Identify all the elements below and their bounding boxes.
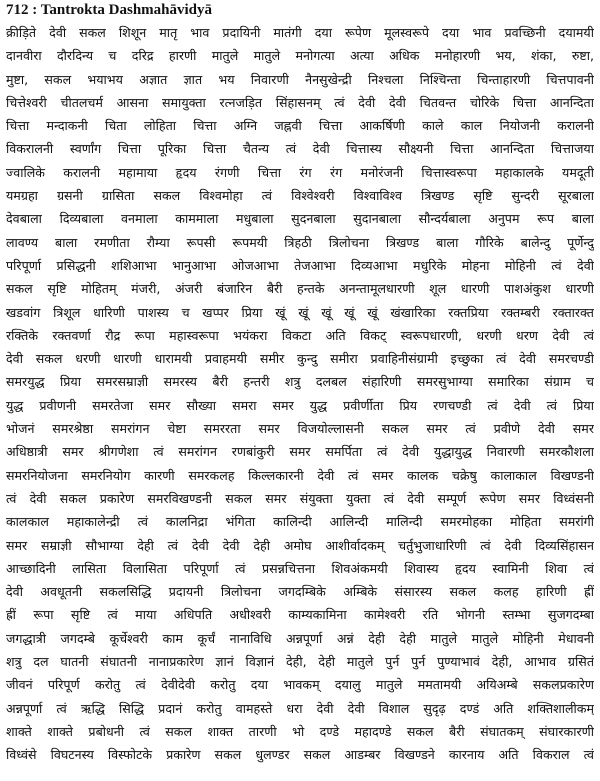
text-line: दानवीरा दौरदिन्य च दरिद्र हारणी मातुले मातुले मनोगत्या अत्या अधिक मनोहारणी भय, शंका, रुष्टा, [6, 48, 594, 64]
text-line: जीवनं परिपूर्ण करोतु त्वं देवीदेवी करोतु दया भावकम् दयालु मातुले ममतामयी अयिअम्बे सकलप्रकारेण [6, 677, 594, 693]
running-head: 712 : Tantrokta Dashmahāvidyā [6, 2, 213, 18]
text-line: परिपूर्णा प्रसिद्धनी शशिआभा भानुआभा ओजआभा तेजआभा दिव्यआभा मधुरिके मोहना मोहिनी त्वं देवी [6, 257, 594, 273]
text-line: विध्वंसे विघटनस्य विस्फोटके प्रकारेण सकल धुलण्डर सकल आडम्बर विखण्डने कारनाय अति विकराल त्वं [6, 747, 594, 763]
text-line: भोजनं समरश्रेष्ठा समरांगन चेष्टा समररता समर विजयोल्लासनी सकल समर त्वं प्रवीणे देवी समर [6, 421, 594, 437]
text-line: लावण्य बाला रमणीता रौम्या रूपसी रूपमयी त्रिहठी त्रिलोचना त्रिखण्ड बाला गौरिके बालेन्दु पूर्णेन्दु [6, 234, 594, 250]
text-line: शत्रु दल घातनी संघातनी नानाप्रकारेण ज्ञानं विज्ञानं देही, देही मातुले पुर्न पुर्न पुण्याभावं देही, आभाव ग्रसितं [6, 654, 594, 670]
text-line: ज्वालिके करालनी महामाया हृदय रंगणी चित्ता रंग रंग मनोरंजनी चित्तास्वरूपा महाकालके यमदूती [6, 164, 594, 180]
text-line: अधिष्ठात्री समर श्रीगणेशा त्वं समरांगन रणबांकुरी समर समर्पिता त्वं देवी युद्धायुद्ध निवारणी समरकौशला [6, 444, 594, 460]
text-line: समरनियोजना समरनियोग कारणी समरकलह किल्लकारनी देवी त्वं समर कालक चक्रेषु कालाकाल विखण्डनी [6, 467, 594, 483]
text-line: ह्रीं रूपा सृष्टि त्वं माया अधिपति अधीश्वरी काम्यकामिना कामेश्वरी रति भोगनी स्तम्भा सुजगदम्बा [6, 607, 594, 623]
text-line: मुष्टा, सकल भयाभय अज्ञात ज्ञात भय निवारणी नैनसुखेन्द्री निश्चला निश्चिन्ता चिन्ताहारणी चित्तपावनी [6, 71, 594, 87]
text-line: कालकाल महाकालेन्द्री त्वं कालनिद्रा भंगिता कालिन्दी आलिन्दी मालिन्दी समरमोहका मोहिता समरांगी [6, 514, 594, 530]
text-line: समरयुद्ध प्रिया समरसम्राज्ञी समरस्य बैरी हन्तरी शत्रु दलबल संहारिणी समरसुभाग्या समारिका संग्राम च [6, 374, 594, 390]
text-line: देवी अवधूतनी सकलसिद्धि प्रदायनी त्रिलोचना जगदम्बिके अम्बिके संसारस्य सकल कलह हारिणी ह्रीं [6, 584, 594, 600]
text-line: रक्तिके रक्तवर्णा रौद्र रूपा महास्वरूपा भयंकरा विकटा अति विकट् स्वरूपधारणी, धरणी धरण देवी त्वं [6, 327, 594, 343]
text-line: विकरालनी स्वर्णांग चित्ता पूरिका चित्ता चैतन्य त्वं देवी चित्तास्य सौक्ष्यनी चित्ता आनन्दिता चित्ताजया [6, 141, 594, 157]
text-line: अन्नपूर्णा त्वं ऋद्धि सिद्धि प्रदानं करोतु वामहस्ते धरा देवी देवी विशाल सुदृढ़ दण्डं अति शक्तिशालीकम् [6, 700, 594, 716]
text-line: चित्ता मन्दाकनी चिता लोहिता चित्ता अग्नि जह्नवी चित्ता आकर्षिणी काले काल नियोजनी करालनी [6, 118, 594, 134]
text-line: चित्तेश्वरी चीतलचर्म आसना समायुक्ता रत्नजड़ित सिंहासनम् त्वं देवी देवी चितवन्त चोरिके चित्ता आनन्दिता [6, 94, 594, 110]
text-line: युद्ध प्रवीणनी समरतेजा समर सौख्या समरा समर युद्ध प्रवीर्णीता प्रिय रणचण्डी त्वं देवी त्वं प्रिया [6, 397, 594, 413]
text-line: शाक्ते शाक्ते प्रबोधनी त्वं सकल शाक्त तारणी भो दण्डे महादण्डे सकल बैरी संघातकम् संघारकारणी [6, 723, 594, 739]
text-line: यमग्रहा ग्रसनी ग्रासिता सकल विश्वमोहा त्वं विश्वेश्वरी विश्वाविश्व त्रिखण्ड सृष्टि सुन्दरी सूरबाला [6, 188, 594, 204]
text-line: आच्छादिनी लासिता विलासिता परिपूर्णा त्वं प्रसन्नचित्तना शिवअंकमयी शिवास्य हृदय स्वामिनी शिवा त्वं [6, 560, 594, 576]
text-line: जगद्धात्री जगदम्बे कूर्चेश्वरी काम कूर्चं नानाविधि अन्नपूर्णा अन्नं देही देही मातुले मातुले मोहिनी मेधावनी [6, 630, 594, 646]
text-line: समर सम्राज्ञी सौभाग्या देही त्वं देवी देवी देही अमोघ आशीर्वादकम् चर्तुभुजाधारिणी त्वं देवी दिव्यसिंहासन [6, 537, 594, 553]
text-line: खडवांग त्रिशूल धारिणी पाशस्य च खप्पर प्रिया खूं खूं खूं खूं खूं खंखारिका रक्तप्रिया रक्तम्बरी रक्तारक्त [6, 304, 594, 320]
text-line: क्रीड़िते देवी सकल शिशून मातृ भाव प्रदायिनी मातंगी दया रूपेण मूलस्वरूपे दया भाव प्रवच्छिनी दयामयी [6, 25, 594, 40]
text-line: देवबाला दिव्यबाला वनमाला काममाला मधुबाला सुदनबाला सुदानबाला सौन्दर्यबाला अनुपम रूप बाला [6, 211, 594, 227]
text-line: देवी सकल धरणी धारणी धारामयी प्रवाहमयी समीर कुन्दु समीरा प्रवाहिनीसंग्रामी इच्छुका त्वं देवी समरचण्डी [6, 351, 594, 367]
text-line: सकल सृष्टि मोहितम् मंजरी, अंजरी बंजारिन बैरी हन्तके अनन्तामूलधारणी शूल धारणी पाशअंकुश धारणी [6, 281, 594, 297]
sanskrit-stotra-text [6, 21, 594, 767]
text-line: त्वं देवी सकल प्रकारेण समरविखण्डनी सकल समर संयुक्ता युक्ता त्वं देवी सम्पूर्ण रूपेण समर विध्वंसनी [6, 490, 594, 506]
